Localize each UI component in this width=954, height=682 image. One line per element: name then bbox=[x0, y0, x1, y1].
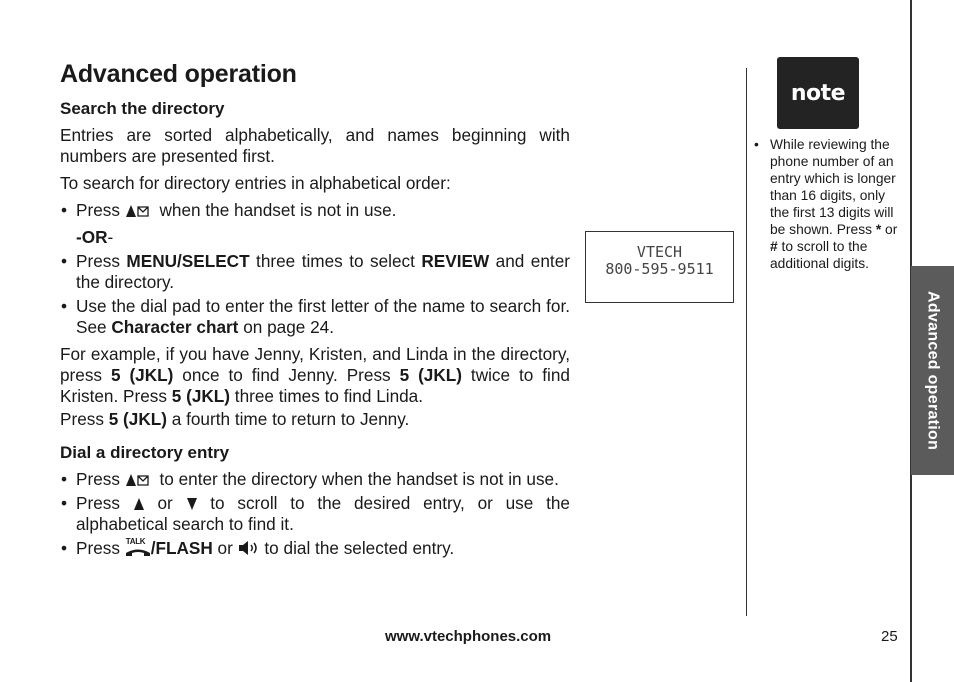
up-arrow-directory-icon bbox=[125, 204, 155, 218]
dial-step-3: • Press TALK /FLASH or to dial the selected entry. bbox=[60, 538, 570, 559]
page-title: Advanced operation bbox=[60, 60, 297, 88]
dial-entry-heading: Dial a directory entry bbox=[60, 443, 230, 462]
up-arrow-directory-icon bbox=[125, 473, 155, 487]
or-separator: -OR- bbox=[76, 227, 114, 247]
note-badge: note bbox=[777, 57, 859, 129]
footer-url: www.vtechphones.com bbox=[385, 628, 552, 645]
page-number: 25 bbox=[881, 628, 898, 645]
dial-step-2: • Press or to scroll to the desired entry, or use the alphabetical search to find it. bbox=[60, 493, 570, 535]
note-item: • While reviewing the phone number of an entry which is longer than 16 digits, only the first 13 digits will be shown. Press * or # to scroll to the additional digits. bbox=[754, 136, 902, 272]
search-intro-paragraph: To search for directory entries in alphabetical order: bbox=[60, 173, 451, 193]
speaker-icon bbox=[238, 540, 260, 556]
sort-paragraph: Entries are sorted alphabetically, and names beginning with numbers are presented first. bbox=[60, 125, 570, 166]
lcd-line-name: VTECH bbox=[636, 243, 683, 261]
side-tab-label: Advanced operation bbox=[924, 290, 942, 451]
search-steps-list bbox=[60, 200, 570, 221]
search-step-3: • Use the dial pad to enter the first letter of the name to search for. See Character chart on page 24. bbox=[60, 296, 570, 338]
search-directory-heading: Search the directory bbox=[60, 99, 225, 118]
up-arrow-icon bbox=[133, 497, 145, 511]
down-arrow-icon bbox=[186, 497, 198, 511]
dial-step-1: • Press to enter the directory when the handset is not in use. bbox=[60, 469, 570, 490]
lcd-line-number: 800-595-9511 bbox=[605, 260, 714, 278]
main-content bbox=[60, 98, 570, 565]
lcd-display bbox=[585, 231, 734, 303]
talk-flash-icon: TALK bbox=[125, 541, 151, 557]
return-paragraph: Press 5 (JKL) a fourth time to return to Jenny. bbox=[60, 409, 410, 429]
column-divider bbox=[746, 68, 747, 616]
search-step-1: • Press when the handset is not in use. bbox=[60, 200, 570, 221]
note-list bbox=[754, 136, 902, 272]
section-side-tab bbox=[911, 266, 954, 475]
search-steps-list-2 bbox=[60, 251, 570, 338]
search-step-2: • Press MENU/SELECT three times to select REVIEW and enter the directory. bbox=[60, 251, 570, 293]
dial-steps-list bbox=[60, 469, 570, 559]
example-paragraph: For example, if you have Jenny, Kristen, and Linda in the directory, press 5 (JKL) once to find Jenny. Press 5 (JKL) twice to find Kristen. Press 5 (JKL) three times to find Linda. bbox=[60, 344, 570, 406]
